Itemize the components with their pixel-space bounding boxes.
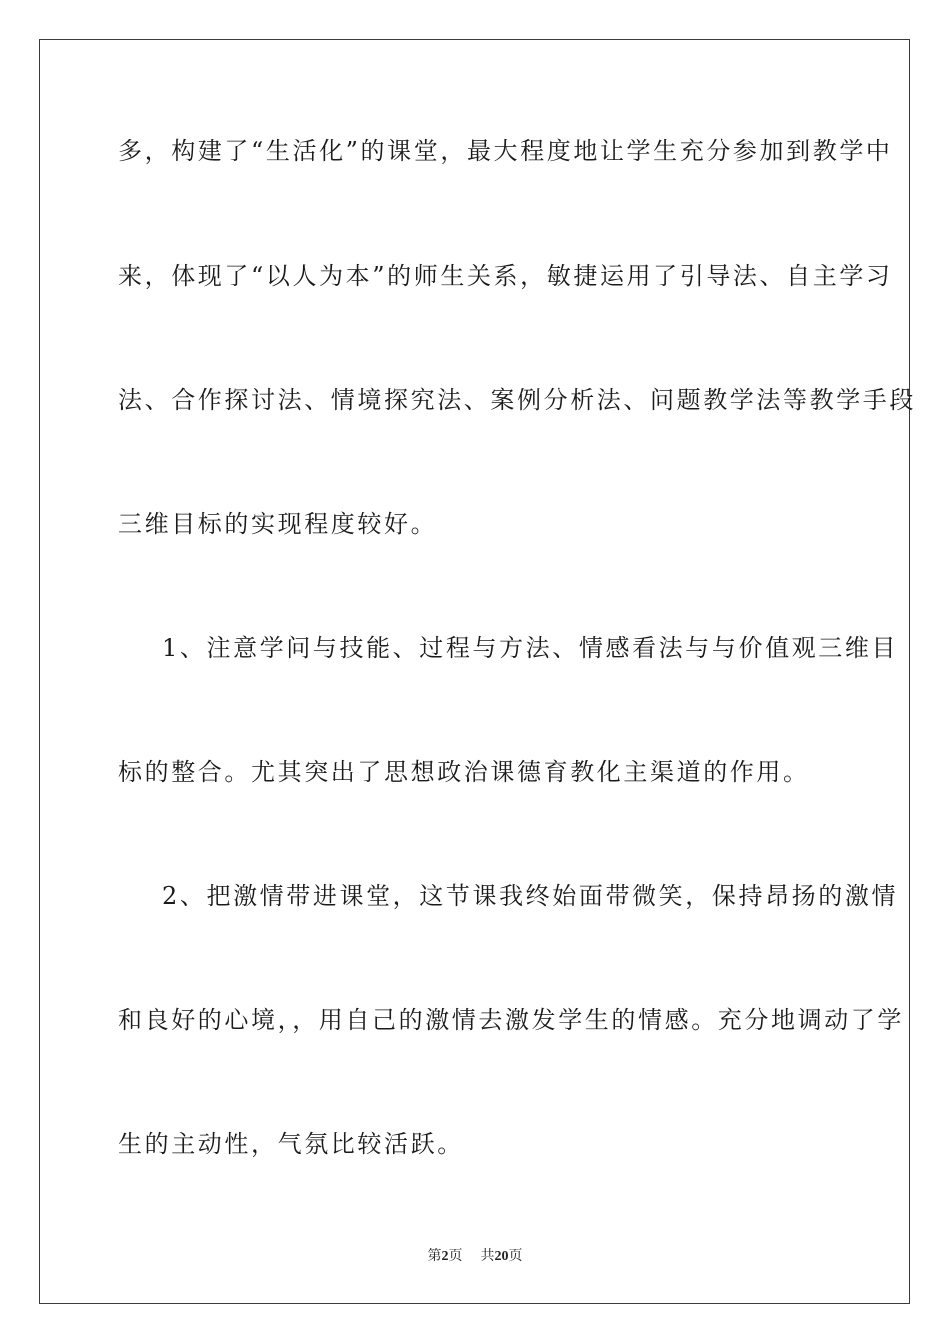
paragraph-2-line-1: 2、把激情带进课堂，这节课我终始面带微笑，保持昂扬的激情 — [162, 882, 899, 910]
page-total: 20 — [494, 1249, 509, 1264]
text-line-2: 来，体现了“以人为本”的师生关系，敏捷运用了引导法、自主学习 — [118, 262, 893, 290]
text-line-1: 多，构建了“生活化”的课堂，最大程度地让学生充分参加到教学中 — [118, 137, 893, 165]
page-prefix: 第 — [427, 1249, 442, 1264]
page-border — [39, 39, 910, 1304]
total-prefix: 共 — [480, 1249, 495, 1264]
page-suffix: 页 — [448, 1249, 463, 1264]
paragraph-1-line-1: 1、注意学问与技能、过程与方法、情感看法与与价值观三维目 — [162, 634, 899, 662]
paragraph-1-line-2: 标的整合。尤其突出了思想政治课德育教化主渠道的作用。 — [118, 758, 810, 786]
page-footer — [0, 1248, 950, 1266]
total-suffix: 页 — [508, 1249, 523, 1264]
page-current: 2 — [441, 1249, 449, 1264]
text-line-3: 法、合作探讨法、情境探究法、案例分析法、问题教学法等教学手段 — [118, 386, 916, 414]
paragraph-2-line-2: 和良好的心境，，用自己的激情去激发学生的情感。充分地调动了学 — [118, 1006, 904, 1034]
paragraph-2-line-3: 生的主动性，气氛比较活跃。 — [118, 1130, 464, 1158]
text-line-4: 三维目标的实现程度较好。 — [118, 510, 438, 538]
